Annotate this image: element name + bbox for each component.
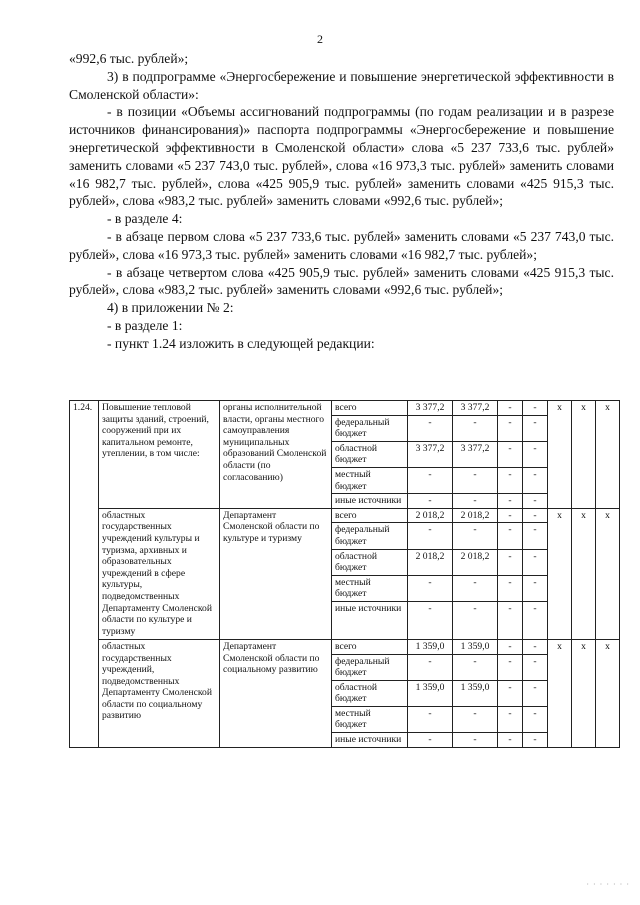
funding-source-cell: местный бюджет [332, 467, 408, 493]
year-value-cell: - [523, 401, 548, 416]
year-value-cell: 2 018,2 [453, 549, 498, 575]
paragraph: - в разделе 4: [107, 211, 183, 227]
total-value-cell: - [408, 733, 453, 748]
year-value-cell: - [498, 494, 523, 509]
year-value-cell: - [523, 508, 548, 523]
year-value-cell: - [453, 467, 498, 493]
year-value-cell: - [453, 733, 498, 748]
year-value-cell: - [498, 639, 523, 654]
year-value-cell: 3 377,2 [453, 441, 498, 467]
year-value-cell: - [453, 494, 498, 509]
paragraph: 4) в приложении № 2: [107, 300, 234, 316]
year-value-cell: 3 377,2 [453, 401, 498, 416]
total-value-cell: 3 377,2 [408, 401, 453, 416]
total-value-cell: 3 377,2 [408, 441, 453, 467]
total-value-cell: - [408, 494, 453, 509]
measure-name-cell: областных государственных учреждений, подведомственных Департаменту Смоленской области по социальному развитию [99, 639, 220, 747]
year-value-cell: - [523, 523, 548, 549]
year-value-cell: - [523, 654, 548, 680]
measure-name-cell: областных государственных учреждений культуры и туризма, архивных и образовательных учреждений в сфере культуры, подведомственных Департаменту Смоленской области по культуре и туризму [99, 508, 220, 639]
executor-cell: Департамент Смоленской области по социальному развитию [220, 639, 332, 747]
table-row [70, 401, 620, 416]
year-value-cell: - [453, 706, 498, 732]
executor-cell: органы исполнительной власти, органы местного самоуправления муниципальных образований Смоленской области (по согласованию) [220, 401, 332, 509]
paragraph: - в разделе 1: [107, 317, 183, 333]
measure-name-cell: Повышение тепловой защиты зданий, строений, сооружений при их капитальном ремонте, утеплении, в том числе: [99, 401, 220, 509]
funding-source-cell: всего [332, 401, 408, 416]
year-value-cell: - [523, 415, 548, 441]
total-value-cell: - [408, 467, 453, 493]
funding-source-cell: федеральный бюджет [332, 654, 408, 680]
year-value-cell: - [453, 575, 498, 601]
indicator-cell: х [596, 508, 620, 639]
year-value-cell: - [523, 494, 548, 509]
year-value-cell: - [498, 680, 523, 706]
year-value-cell: - [523, 733, 548, 748]
paragraph: - в абзаце первом слова «5 237 733,6 тыс. рублей» заменить словами «5 237 743,0 тыс. рублей», слова «16 973,3 тыс. рублей» заменить словами «16 982,7 тыс. рублей»; [69, 228, 614, 262]
year-value-cell: - [523, 680, 548, 706]
total-value-cell: - [408, 706, 453, 732]
year-value-cell: 2 018,2 [453, 508, 498, 523]
year-value-cell: - [453, 523, 498, 549]
total-value-cell: - [408, 601, 453, 639]
year-value-cell: - [523, 601, 548, 639]
measures-table [69, 400, 620, 748]
year-value-cell: - [523, 549, 548, 575]
year-value-cell: - [523, 441, 548, 467]
funding-source-cell: всего [332, 508, 408, 523]
executor-cell: Департамент Смоленской области по культуре и туризму [220, 508, 332, 639]
funding-source-cell: федеральный бюджет [332, 523, 408, 549]
indicator-cell: х [572, 639, 596, 747]
table-row [70, 508, 620, 523]
funding-source-cell: областной бюджет [332, 549, 408, 575]
total-value-cell: - [408, 654, 453, 680]
paragraph: «992,6 тыс. рублей»; [69, 51, 189, 66]
funding-source-cell: областной бюджет [332, 441, 408, 467]
funding-source-cell: местный бюджет [332, 575, 408, 601]
year-value-cell: - [498, 654, 523, 680]
indicator-cell: х [596, 639, 620, 747]
year-value-cell: 1 359,0 [453, 680, 498, 706]
total-value-cell: - [408, 523, 453, 549]
page-number: 2 [317, 32, 323, 46]
total-value-cell: 1 359,0 [408, 639, 453, 654]
year-value-cell: - [453, 415, 498, 441]
paragraph: 3) в подпрограмме «Энергосбережение и повышение энергетической эффективности в Смоленской области»: [69, 68, 614, 102]
year-value-cell: - [498, 601, 523, 639]
year-value-cell: - [498, 733, 523, 748]
year-value-cell: - [523, 467, 548, 493]
total-value-cell: 1 359,0 [408, 680, 453, 706]
document-text [69, 50, 614, 353]
year-value-cell: - [523, 706, 548, 732]
total-value-cell: - [408, 575, 453, 601]
year-value-cell: 1 359,0 [453, 639, 498, 654]
funding-source-cell: федеральный бюджет [332, 415, 408, 441]
indicator-cell: х [548, 639, 572, 747]
scan-mark: · · · · · · · [586, 880, 630, 889]
year-value-cell: - [498, 549, 523, 575]
funding-source-cell: иные источники [332, 494, 408, 509]
funding-source-cell: местный бюджет [332, 706, 408, 732]
total-value-cell: 2 018,2 [408, 549, 453, 575]
year-value-cell: - [498, 401, 523, 416]
paragraph: - пункт 1.24 изложить в следующей редакции: [107, 335, 375, 351]
paragraph: - в абзаце четвертом слова «425 905,9 тыс. рублей» заменить словами «425 915,3 тыс. рублей», слова «983,2 тыс. рублей» заменить словами «992,6 тыс. рублей»; [69, 264, 614, 298]
total-value-cell: - [408, 415, 453, 441]
year-value-cell: - [523, 639, 548, 654]
indicator-cell: х [572, 508, 596, 639]
year-value-cell: - [453, 601, 498, 639]
paragraph: - в позиции «Объемы ассигнований подпрограммы (по годам реализации и в разрезе источников финансирования)» паспорта подпрограммы «Энергосбережение и повышение энергетической эффективности в Смоленской области» слова «5 237 733,6 тыс. рублей» заменить словами «5 237 743,0 тыс. рублей», слова «16 973,3 тыс. рублей» заменить словами «16 982,7 тыс. рублей», слова «425 905,9 тыс. рублей» заменить словами «425 915,3 тыс. рублей», слова «983,2 тыс. рублей» заменить словами «992,6 тыс. рублей»; [69, 104, 614, 209]
year-value-cell: - [523, 575, 548, 601]
year-value-cell: - [498, 508, 523, 523]
year-value-cell: - [453, 654, 498, 680]
year-value-cell: - [498, 706, 523, 732]
indicator-cell: х [572, 401, 596, 509]
indicator-cell: х [596, 401, 620, 509]
funding-source-cell: всего [332, 639, 408, 654]
total-value-cell: 2 018,2 [408, 508, 453, 523]
year-value-cell: - [498, 523, 523, 549]
year-value-cell: - [498, 467, 523, 493]
year-value-cell: - [498, 441, 523, 467]
indicator-cell: х [548, 508, 572, 639]
funding-source-cell: иные источники [332, 733, 408, 748]
indicator-cell: х [548, 401, 572, 509]
item-number-cell: 1.24. [70, 401, 99, 748]
funding-source-cell: иные источники [332, 601, 408, 639]
table-row [70, 639, 620, 654]
year-value-cell: - [498, 415, 523, 441]
funding-source-cell: областной бюджет [332, 680, 408, 706]
year-value-cell: - [498, 575, 523, 601]
